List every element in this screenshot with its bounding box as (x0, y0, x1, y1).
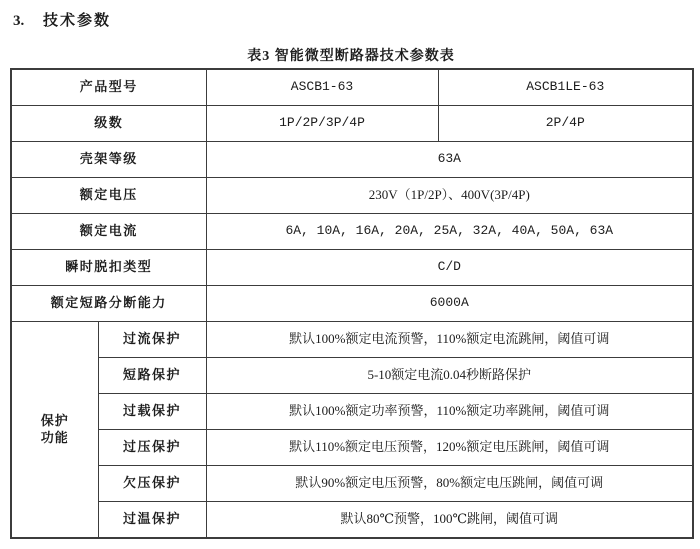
row-label-rated-voltage: 额定电压 (11, 178, 206, 214)
group-label-line2: 功能 (40, 429, 69, 445)
table-row (11, 394, 693, 430)
table-row (11, 214, 693, 250)
table-caption: 表3 智能微型断路器技术参数表 (247, 49, 455, 64)
parameters-table (10, 68, 694, 539)
row-value-overcurrent-protection: 默认100%额定电流预警，110%额定电流跳闸，阈值可调 (206, 322, 693, 358)
table-row (11, 286, 693, 322)
row-value-shortcircuit-protection: 5-10额定电流0.04秒断路保护 (206, 358, 693, 394)
table-row (11, 142, 693, 178)
row-value-model-2: ASCB1LE-63 (438, 69, 693, 106)
table-row (11, 69, 693, 106)
table-row (11, 466, 693, 502)
row-label-overtemperature-protection: 过温保护 (98, 502, 206, 539)
row-value-overtemperature-protection: 默认80℃预警，100℃跳闸，阈值可调 (206, 502, 693, 539)
row-label-shortcircuit-protection: 短路保护 (98, 358, 206, 394)
row-value-breaking-capacity: 6000A (206, 286, 693, 322)
row-label-poles: 级数 (11, 106, 206, 142)
row-value-rated-voltage: 230V（1P/2P）、400V(3P/4P) (206, 178, 693, 214)
row-label-overcurrent-protection: 过流保护 (98, 322, 206, 358)
table-row (11, 502, 693, 539)
table-row (11, 358, 693, 394)
row-value-poles-2: 2P/4P (438, 106, 693, 142)
row-value-overload-protection: 默认100%额定功率预警，110%额定功率跳闸，阈值可调 (206, 394, 693, 430)
group-label-line1: 保护 (40, 413, 69, 429)
row-value-trip-type: C/D (206, 250, 693, 286)
row-label-breaking-capacity: 额定短路分断能力 (11, 286, 206, 322)
row-value-model-1: ASCB1-63 (206, 69, 438, 106)
section-number: 3. (13, 13, 25, 29)
row-value-frame-rating: 63A (206, 142, 693, 178)
section-title: 技术参数 (43, 13, 112, 29)
row-label-rated-current: 额定电流 (11, 214, 206, 250)
row-value-overvoltage-protection: 默认110%额定电压预警，120%额定电压跳闸，阈值可调 (206, 430, 693, 466)
section-heading (0, 0, 700, 30)
row-label-overvoltage-protection: 过压保护 (98, 430, 206, 466)
table-row (11, 250, 693, 286)
table-row (11, 106, 693, 142)
row-value-rated-current: 6A, 10A, 16A, 20A, 25A, 32A, 40A, 50A, 63A (206, 214, 693, 250)
table-row (11, 322, 693, 358)
table-row (11, 178, 693, 214)
row-label-product-model: 产品型号 (11, 69, 206, 106)
row-label-undervoltage-protection: 欠压保护 (98, 466, 206, 502)
table-row (11, 430, 693, 466)
row-value-poles-1: 1P/2P/3P/4P (206, 106, 438, 142)
row-label-trip-type: 瞬时脱扣类型 (11, 250, 206, 286)
row-value-undervoltage-protection: 默认90%额定电压预警，80%额定电压跳闸，阈值可调 (206, 466, 693, 502)
row-label-overload-protection: 过载保护 (98, 394, 206, 430)
group-label-protection-functions (11, 322, 98, 539)
row-label-frame-rating: 壳架等级 (11, 142, 206, 178)
